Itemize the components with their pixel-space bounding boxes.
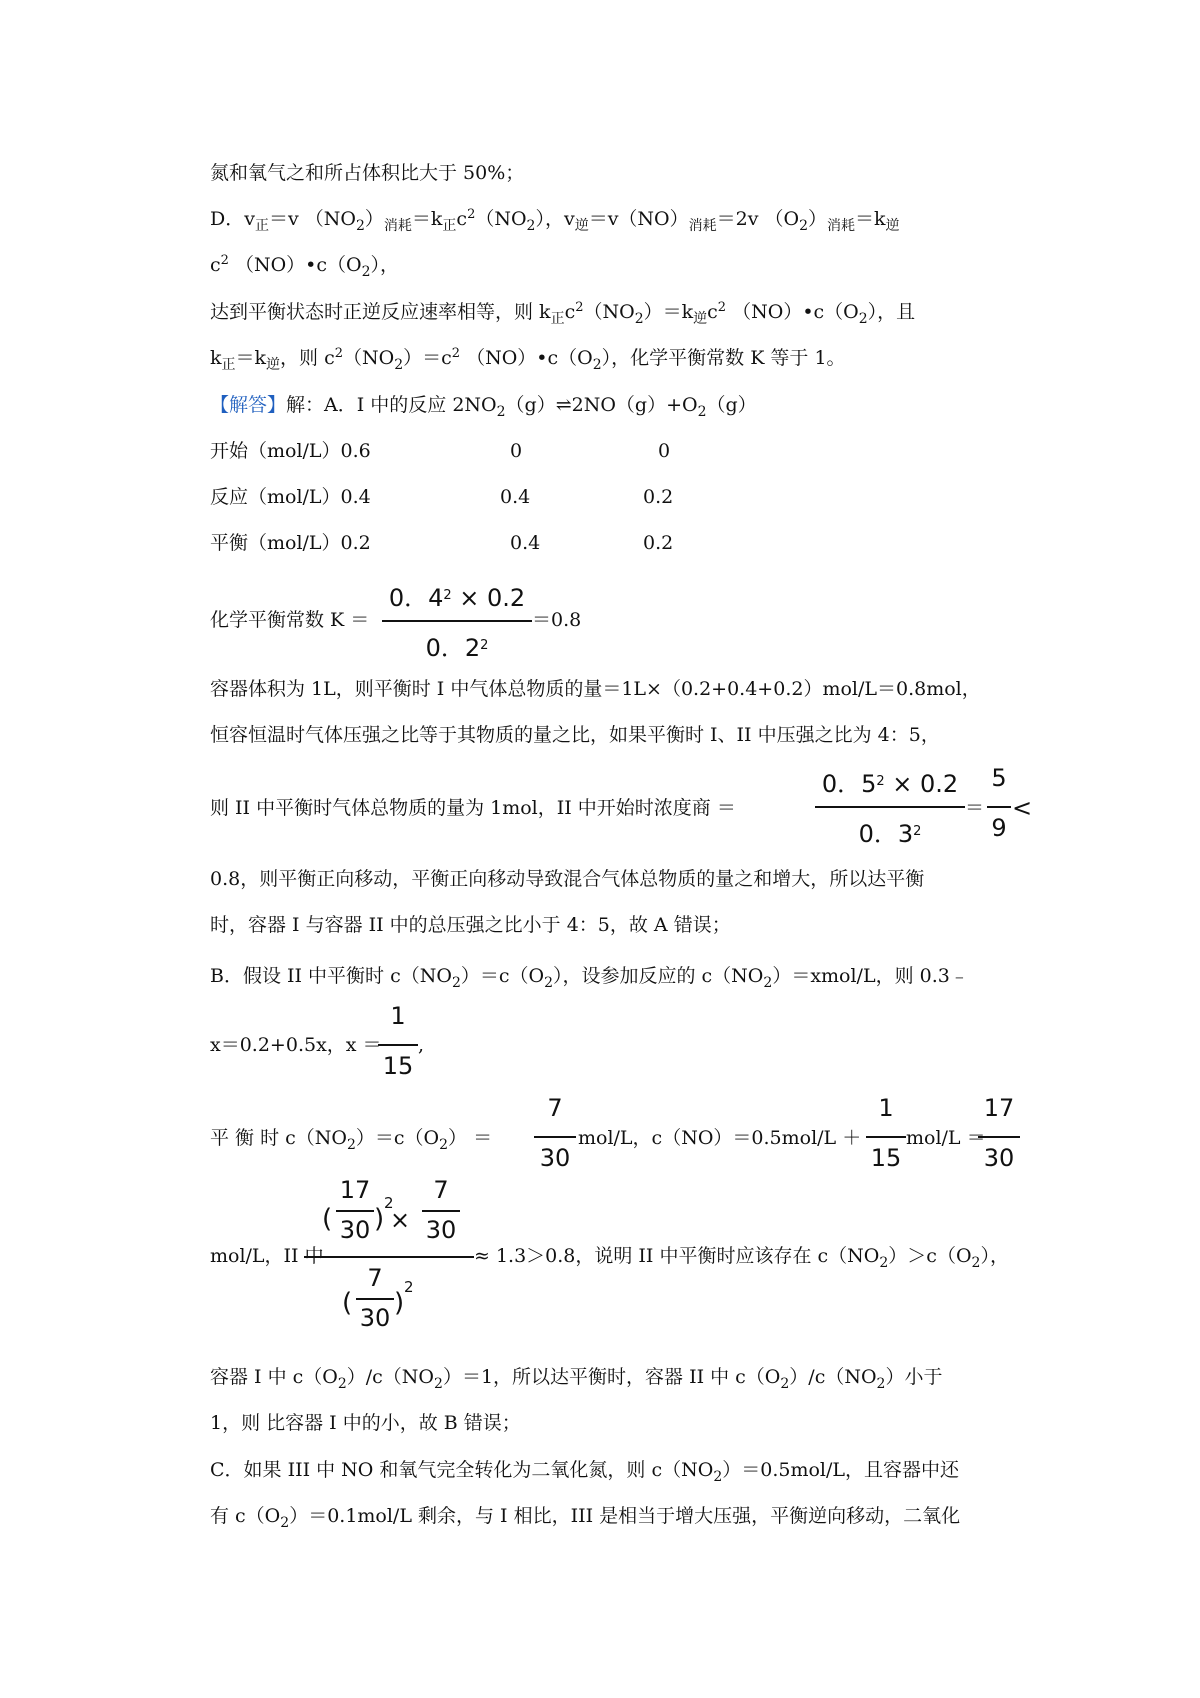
text-line: 平 衡 时 $c(NO_2)=c(O_2)$ ＝ — [210, 1127, 493, 1153]
fraction: 1 15 — [866, 1094, 906, 1176]
text-line: 达到平衡状态时正逆反应速率相等，则 $k_正c^2(NO_2)=k_逆c^2$ $(NO)•c(O_2)$，且 — [210, 300, 916, 327]
text-line: , — [418, 1034, 425, 1056]
text-line: ＝ — [965, 797, 985, 819]
text-line: 有 $c(O_2)=0.1mol/L$ 剩余，与 I 相比，III 是相当于增大压强，平衡逆向移动，二氧化 — [210, 1505, 961, 1531]
text-line: D．$v_正=v$ $(NO_2)_{消耗}=k_正c^2(NO_2)$，$v_逆=v(NO)_{消耗}=2v$ $(O_2)_{消耗}=k_逆$ — [210, 207, 900, 234]
text-line: mol/L，II 中 — [210, 1245, 324, 1267]
text-line: 则 II 中平衡时气体总物质的量为 1mol，II 中开始时浓度商 ＝ — [210, 797, 736, 819]
solution-tag: 【解答】 — [210, 394, 287, 416]
equilibrium-constant-fraction: 0．$4^2 \times 0.2$ 0．$2^2$ — [382, 578, 532, 660]
fraction: 17 30 — [978, 1094, 1020, 1176]
table-cell: 开始（mol/L）0.6 — [210, 440, 371, 462]
table-cell: 反应（mol/L）0.4 — [210, 486, 371, 508]
text-line: 容器 I 中 $c(O_2)/c(NO_2)=1$，所以达平衡时，容器 II 中 $c(O_2)/c(NO_2)$小于 — [210, 1366, 943, 1392]
table-cell: 0.2 — [643, 486, 674, 508]
text-line: 化学平衡常数 K ＝ — [210, 609, 370, 631]
text-line: x＝0.2+0.5x，x ＝ — [210, 1034, 382, 1056]
compound-fraction: ( 17 30 ) 2 × 7 30 ( 7 30 ) 2 — [322, 1176, 462, 1336]
table-cell: 0.4 — [500, 486, 531, 508]
quotient-fraction: 0．$5^2 \times 0.2$ 0．$3^2$ — [815, 764, 965, 846]
text-line: $k_正=k_逆$，则 $c^2(NO_2)=c^2$ $(NO)•c(O_2)$，化学平衡常数 K 等于 1。 — [210, 346, 846, 373]
table-cell: 0 — [658, 440, 671, 462]
ratio-fraction: 5 9 — [987, 764, 1011, 846]
table-cell: 0.4 — [510, 532, 541, 554]
text-line: 0.8，则平衡正向移动，平衡正向移动导致混合气体总物质的量之和增大，所以达平衡 — [210, 868, 925, 890]
text-line: 恒容恒温时气体压强之比等于其物质的量之比，如果平衡时 I、II 中压强之比为 4：5， — [210, 724, 940, 746]
text-line: 1，则 比容器 I 中的小，故 B 错误； — [210, 1412, 521, 1434]
text-line: B．假设 II 中平衡时 $c(NO_2)=c(O_2)$，设参加反应的 $c(NO_2)=xmol/L$，则 0.3﹣ — [210, 965, 969, 991]
table-cell: 平衡（mol/L）0.2 — [210, 532, 371, 554]
text-line: < — [1012, 794, 1033, 822]
text-line: ≈ 1.3＞0.8，说明 II 中平衡时应该存在 $c(NO_2)>c(O_2)$， — [474, 1245, 1009, 1271]
text-line: ＝0.8 — [532, 609, 582, 631]
text-line: mol/L ＝ — [906, 1127, 986, 1149]
table-cell: 0.2 — [643, 532, 674, 554]
text-line: 氮和氧气之和所占体积比大于 50%； — [210, 162, 525, 184]
fraction: 7 30 — [534, 1094, 576, 1176]
text-line: $c^2$ $(NO)•c(O_2)$， — [210, 253, 400, 280]
table-cell: 0 — [510, 440, 523, 462]
text-line: 时，容器 I 与容器 II 中的总压强之比小于 4：5，故 A 错误； — [210, 914, 731, 936]
text-line: mol/L，c（NO）＝0.5mol/L ＋ — [578, 1127, 862, 1149]
text-line: C．如果 III 中 NO 和氧气完全转化为二氧化氮，则 $c(NO_2)=0.5mol/L$，且容器中还 — [210, 1459, 960, 1485]
x-fraction: 1 15 — [378, 1002, 418, 1084]
text-line: 容器体积为 1L，则平衡时 I 中气体总物质的量＝1L×（0.2+0.4+0.2）mol/L＝0.8mol， — [210, 678, 981, 700]
solution-header-line: 【解答】解：A．I 中的反应 $2NO_2(g)\rightleftharpoons 2NO(g)+O_2(g)$ — [210, 394, 757, 420]
